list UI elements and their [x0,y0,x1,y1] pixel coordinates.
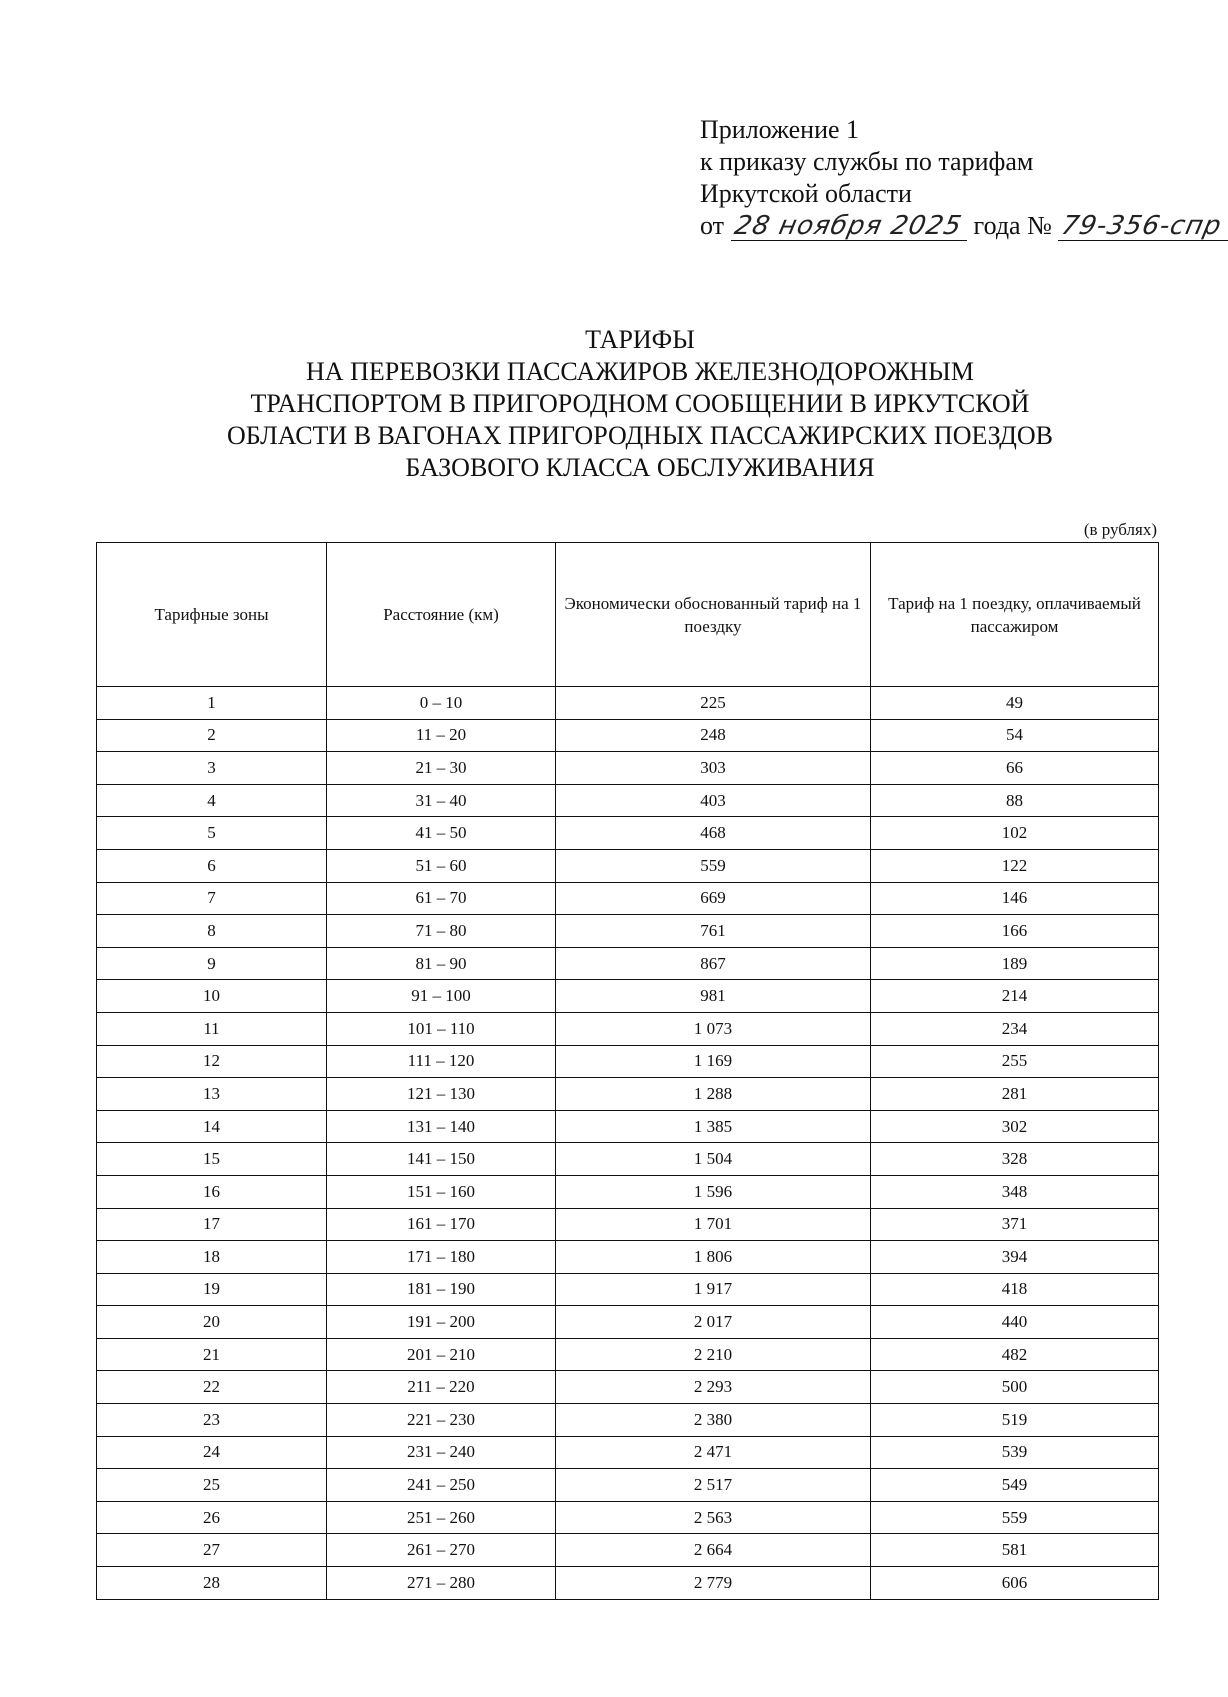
table-row [97,1143,1159,1176]
distance-cell: 221 – 230 [327,1404,556,1437]
economic-tariff-cell: 1 504 [556,1143,871,1176]
header-economic-tariff: Экономически обоснованный тариф на 1 поездку [556,543,871,687]
distance-cell: 141 – 150 [327,1143,556,1176]
economic-tariff-cell: 2 664 [556,1534,871,1567]
table-row [97,1078,1159,1111]
table-row [97,1469,1159,1502]
date-field [731,212,968,241]
economic-tariff-cell: 225 [556,687,871,720]
passenger-tariff-cell: 394 [871,1241,1159,1274]
zone-cell: 1 [97,687,327,720]
distance-cell: 261 – 270 [327,1534,556,1567]
economic-tariff-cell: 468 [556,817,871,850]
passenger-tariff-cell: 519 [871,1404,1159,1437]
appendix-title: Приложение 1 [700,115,860,144]
passenger-tariff-cell: 234 [871,1012,1159,1045]
table-row [97,1208,1159,1241]
passenger-tariff-cell: 302 [871,1110,1159,1143]
appendix-order-ref: к приказу службы по тарифам [700,147,1034,176]
zone-cell: 23 [97,1404,327,1437]
passenger-tariff-cell: 214 [871,980,1159,1013]
passenger-tariff-cell: 166 [871,915,1159,948]
distance-cell: 251 – 260 [327,1501,556,1534]
passenger-tariff-cell: 255 [871,1045,1159,1078]
header-passenger-tariff: Тариф на 1 поездку, оплачиваемый пассажиром [871,543,1159,687]
distance-cell: 41 – 50 [327,817,556,850]
table-row [97,882,1159,915]
table-row [97,784,1159,817]
economic-tariff-cell: 2 517 [556,1469,871,1502]
appendix-region: Иркутской области [700,179,912,208]
title-line-2: НА ПЕРЕВОЗКИ ПАССАЖИРОВ ЖЕЛЕЗНОДОРОЖНЫМ [306,357,974,386]
table-row [97,752,1159,785]
distance-cell: 111 – 120 [327,1045,556,1078]
passenger-tariff-cell: 348 [871,1175,1159,1208]
zone-cell: 15 [97,1143,327,1176]
table-row [97,1567,1159,1600]
distance-cell: 81 – 90 [327,947,556,980]
passenger-tariff-cell: 440 [871,1306,1159,1339]
distance-cell: 71 – 80 [327,915,556,948]
document-title [150,324,1130,484]
passenger-tariff-cell: 66 [871,752,1159,785]
table-row [97,719,1159,752]
distance-cell: 181 – 190 [327,1273,556,1306]
zone-cell: 6 [97,849,327,882]
table-row [97,980,1159,1013]
table-row [97,687,1159,720]
economic-tariff-cell: 2 210 [556,1338,871,1371]
table-row [97,1012,1159,1045]
economic-tariff-cell: 403 [556,784,871,817]
passenger-tariff-cell: 371 [871,1208,1159,1241]
distance-cell: 171 – 180 [327,1241,556,1274]
zone-cell: 9 [97,947,327,980]
table-row [97,1273,1159,1306]
passenger-tariff-cell: 482 [871,1338,1159,1371]
title-line-1: ТАРИФЫ [585,325,695,354]
economic-tariff-cell: 2 380 [556,1404,871,1437]
economic-tariff-cell: 303 [556,752,871,785]
table-header-row [97,543,1159,687]
zone-cell: 12 [97,1045,327,1078]
distance-cell: 231 – 240 [327,1436,556,1469]
year-number-label: года № [973,211,1052,240]
economic-tariff-cell: 1 073 [556,1012,871,1045]
table-row [97,1045,1159,1078]
passenger-tariff-cell: 581 [871,1534,1159,1567]
table-row [97,915,1159,948]
zone-cell: 8 [97,915,327,948]
distance-cell: 201 – 210 [327,1338,556,1371]
economic-tariff-cell: 1 806 [556,1241,871,1274]
title-line-5: БАЗОВОГО КЛАССА ОБСЛУЖИВАНИЯ [405,453,875,482]
passenger-tariff-cell: 559 [871,1501,1159,1534]
zone-cell: 18 [97,1241,327,1274]
distance-cell: 31 – 40 [327,784,556,817]
table-row [97,1241,1159,1274]
zone-cell: 17 [97,1208,327,1241]
distance-cell: 151 – 160 [327,1175,556,1208]
header-distance: Расстояние (км) [327,543,556,687]
order-number-field [1058,212,1227,241]
zone-cell: 26 [97,1501,327,1534]
distance-cell: 0 – 10 [327,687,556,720]
zone-cell: 5 [97,817,327,850]
distance-cell: 241 – 250 [327,1469,556,1502]
economic-tariff-cell: 981 [556,980,871,1013]
table-row [97,1404,1159,1437]
economic-tariff-cell: 1 169 [556,1045,871,1078]
title-line-3: ТРАНСПОРТОМ В ПРИГОРОДНОМ СООБЩЕНИИ В ИРКУТСКОЙ [250,389,1030,418]
table-row [97,1110,1159,1143]
table-body [97,687,1159,1600]
table-row [97,817,1159,850]
economic-tariff-cell: 2 471 [556,1436,871,1469]
zone-cell: 11 [97,1012,327,1045]
zone-cell: 24 [97,1436,327,1469]
economic-tariff-cell: 1 288 [556,1078,871,1111]
table-row [97,1306,1159,1339]
zone-cell: 21 [97,1338,327,1371]
appendix-block [700,114,1228,242]
zone-cell: 4 [97,784,327,817]
passenger-tariff-cell: 122 [871,849,1159,882]
table-row [97,1501,1159,1534]
economic-tariff-cell: 1 917 [556,1273,871,1306]
zone-cell: 25 [97,1469,327,1502]
economic-tariff-cell: 2 563 [556,1501,871,1534]
distance-cell: 271 – 280 [327,1567,556,1600]
economic-tariff-cell: 867 [556,947,871,980]
zone-cell: 14 [97,1110,327,1143]
economic-tariff-cell: 2 017 [556,1306,871,1339]
economic-tariff-cell: 2 779 [556,1567,871,1600]
zone-cell: 16 [97,1175,327,1208]
distance-cell: 101 – 110 [327,1012,556,1045]
zone-cell: 3 [97,752,327,785]
passenger-tariff-cell: 418 [871,1273,1159,1306]
distance-cell: 121 – 130 [327,1078,556,1111]
economic-tariff-cell: 248 [556,719,871,752]
economic-tariff-cell: 2 293 [556,1371,871,1404]
zone-cell: 2 [97,719,327,752]
passenger-tariff-cell: 281 [871,1078,1159,1111]
distance-cell: 131 – 140 [327,1110,556,1143]
zone-cell: 19 [97,1273,327,1306]
economic-tariff-cell: 559 [556,849,871,882]
economic-tariff-cell: 761 [556,915,871,948]
passenger-tariff-cell: 102 [871,817,1159,850]
distance-cell: 161 – 170 [327,1208,556,1241]
passenger-tariff-cell: 539 [871,1436,1159,1469]
from-label: от [700,211,725,240]
table-row [97,947,1159,980]
appendix-date-line [700,210,1228,242]
table-row [97,1371,1159,1404]
economic-tariff-cell: 1 701 [556,1208,871,1241]
header-zones: Тарифные зоны [97,543,327,687]
economic-tariff-cell: 1 596 [556,1175,871,1208]
passenger-tariff-cell: 146 [871,882,1159,915]
table-row [97,1175,1159,1208]
handwritten-date: 28 ноября 2025 [731,211,965,241]
table-row [97,849,1159,882]
zone-cell: 13 [97,1078,327,1111]
distance-cell: 11 – 20 [327,719,556,752]
zone-cell: 20 [97,1306,327,1339]
passenger-tariff-cell: 549 [871,1469,1159,1502]
title-line-4: ОБЛАСТИ В ВАГОНАХ ПРИГОРОДНЫХ ПАССАЖИРСКИХ ПОЕЗДОВ [227,421,1053,450]
units-note: (в рублях) [1083,520,1157,539]
distance-cell: 61 – 70 [327,882,556,915]
table-row [97,1338,1159,1371]
distance-cell: 91 – 100 [327,980,556,1013]
distance-cell: 211 – 220 [327,1371,556,1404]
passenger-tariff-cell: 606 [871,1567,1159,1600]
table-row [97,1436,1159,1469]
zone-cell: 10 [97,980,327,1013]
passenger-tariff-cell: 328 [871,1143,1159,1176]
distance-cell: 51 – 60 [327,849,556,882]
distance-cell: 191 – 200 [327,1306,556,1339]
handwritten-order-number: 79-356-спр [1059,211,1225,241]
passenger-tariff-cell: 49 [871,687,1159,720]
passenger-tariff-cell: 189 [871,947,1159,980]
zone-cell: 22 [97,1371,327,1404]
zone-cell: 27 [97,1534,327,1567]
tariff-table [96,542,1159,1600]
table-row [97,1534,1159,1567]
economic-tariff-cell: 1 385 [556,1110,871,1143]
passenger-tariff-cell: 54 [871,719,1159,752]
passenger-tariff-cell: 88 [871,784,1159,817]
zone-cell: 28 [97,1567,327,1600]
economic-tariff-cell: 669 [556,882,871,915]
zone-cell: 7 [97,882,327,915]
passenger-tariff-cell: 500 [871,1371,1159,1404]
distance-cell: 21 – 30 [327,752,556,785]
